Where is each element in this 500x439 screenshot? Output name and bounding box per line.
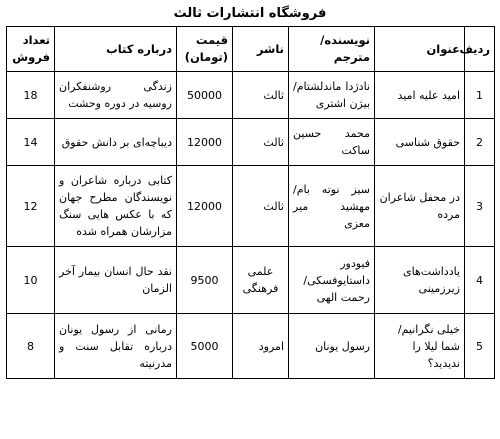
- table-row: [7, 166, 495, 247]
- publisher-cell: ثالث: [233, 119, 289, 166]
- row-number-cell: 1: [465, 72, 495, 119]
- header-price: قیمت (تومان): [177, 27, 233, 72]
- row-number-cell: 3: [465, 166, 495, 247]
- table-row: [7, 247, 495, 314]
- author-cell: فیودور داستایوفسکی/ رحمت الهی: [289, 247, 375, 314]
- about-cell: دیباچه‌ای بر دانش حقوق: [55, 119, 177, 166]
- header-author: نویسنده/مترجم: [289, 27, 375, 72]
- header-about: درباره کتاب: [55, 27, 177, 72]
- sales-cell: 8: [7, 314, 55, 379]
- sales-cell: 18: [7, 72, 55, 119]
- table-row: [7, 314, 495, 379]
- book-title-cell: امید علیه امید: [375, 72, 465, 119]
- price-cell: 12000: [177, 119, 233, 166]
- price-cell: 5000: [177, 314, 233, 379]
- book-title-cell: حقوق شناسی: [375, 119, 465, 166]
- sales-cell: 14: [7, 119, 55, 166]
- header-sales: تعداد فروش: [7, 27, 55, 72]
- table-row: [7, 119, 495, 166]
- about-cell: کتابی درباره شاعران و نویسندگان مطرح جهان که با عکس هایی سنگ مزارشان همراه شده: [55, 166, 177, 247]
- about-cell: نقد حال انسان بیمار آخر الزمان: [55, 247, 177, 314]
- header-row-number: ردیف: [465, 27, 495, 72]
- publisher-cell: علمی فرهنگی: [233, 247, 289, 314]
- about-cell: رمانی از رسول یونان درباره تقابل سنت و مدرنیته: [55, 314, 177, 379]
- publisher-cell: ثالث: [233, 72, 289, 119]
- table-header-row: [7, 27, 495, 72]
- row-number-cell: 2: [465, 119, 495, 166]
- header-book-title: عنوان: [375, 27, 465, 72]
- price-cell: 9500: [177, 247, 233, 314]
- table-row: [7, 72, 495, 119]
- book-title-cell: خیلی نگرانیم/شما لیلا را ندیدید؟: [375, 314, 465, 379]
- row-number-cell: 4: [465, 247, 495, 314]
- price-cell: 12000: [177, 166, 233, 247]
- books-table: [6, 26, 495, 379]
- sales-cell: 12: [7, 166, 55, 247]
- about-cell: زندگی روشنفکران روسیه در دوره وحشت: [55, 72, 177, 119]
- author-cell: محمد حسین ساکت: [289, 119, 375, 166]
- page-title: فروشگاه انتشارات ثالث: [173, 6, 327, 21]
- row-number-cell: 5: [465, 314, 495, 379]
- publisher-cell: ثالث: [233, 166, 289, 247]
- header-publisher: ناشر: [233, 27, 289, 72]
- book-title-cell: در محفل شاعران مرده: [375, 166, 465, 247]
- price-cell: 50000: [177, 72, 233, 119]
- author-cell: رسول یونان: [289, 314, 375, 379]
- publisher-cell: امرود: [233, 314, 289, 379]
- author-cell: نادژدا ماندلشتام/ بیژن اشتری: [289, 72, 375, 119]
- sales-cell: 10: [7, 247, 55, 314]
- book-title-cell: یادداشت‌های زیرزمینی: [375, 247, 465, 314]
- author-cell: سیز نوته بام/ مهشید میر معزی: [289, 166, 375, 247]
